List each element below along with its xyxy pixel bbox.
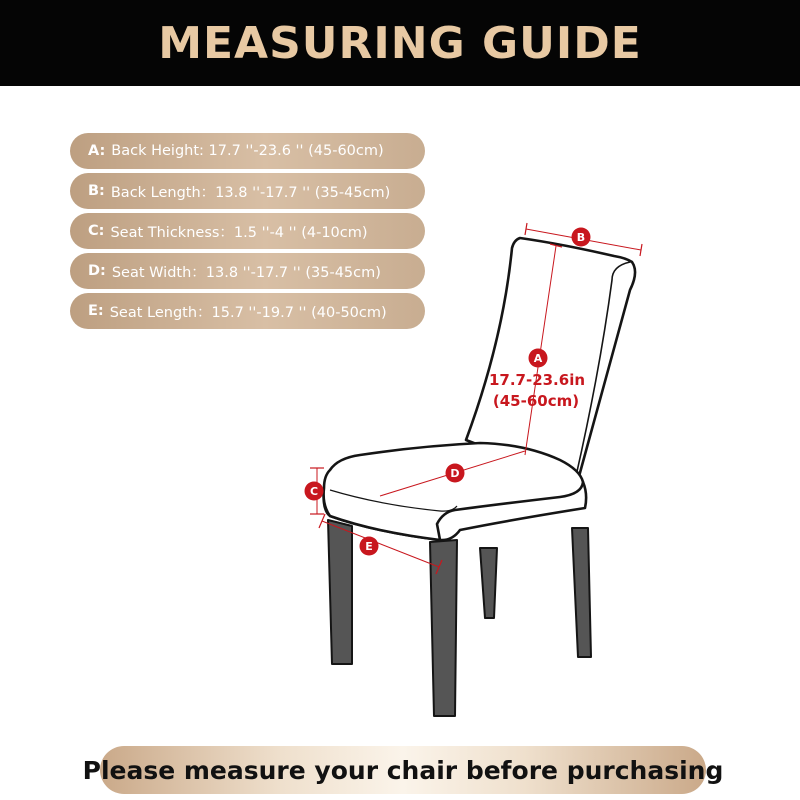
spec-text: Seat Width：13.8 ''-17.7 '' (35-45cm) bbox=[111, 264, 381, 281]
spec-text: Back Length：13.8 ''-17.7 '' (35-45cm) bbox=[110, 184, 391, 201]
spec-key: D: bbox=[88, 263, 106, 279]
svg-text:D: D bbox=[450, 467, 460, 480]
svg-text:B: B bbox=[576, 231, 586, 244]
dim-a-badge bbox=[529, 349, 548, 368]
dim-a-label-cm: (45-60cm) bbox=[492, 392, 580, 410]
spec-key: E: bbox=[88, 303, 104, 319]
chair-back-leg-left bbox=[480, 548, 497, 618]
dim-b-badge bbox=[572, 228, 591, 247]
svg-text:C: C bbox=[309, 485, 319, 498]
dim-c-badge bbox=[305, 482, 324, 501]
chair-front-leg-left bbox=[328, 520, 352, 664]
dim-d-badge bbox=[446, 464, 465, 483]
footer-note: Please measure your chair before purchasing bbox=[82, 755, 724, 785]
spec-key: A: bbox=[88, 143, 106, 159]
dim-e-badge bbox=[360, 537, 379, 556]
spec-key: B: bbox=[88, 183, 105, 199]
svg-text:E: E bbox=[365, 540, 373, 553]
chair-front-leg-right bbox=[430, 540, 457, 716]
spec-key: C: bbox=[88, 223, 105, 239]
chair-back-leg-right bbox=[572, 528, 591, 657]
spec-text: Seat Length：15.7 ''-19.7 '' (40-50cm) bbox=[109, 304, 387, 321]
spec-text: Seat Thickness：1.5 ''-4 '' (4-10cm) bbox=[110, 224, 368, 241]
dim-a-label-inches: 17.7-23.6in bbox=[488, 371, 586, 389]
dim-e-tick-left bbox=[319, 514, 325, 528]
footer-banner bbox=[82, 746, 724, 794]
svg-text:A: A bbox=[533, 352, 543, 365]
spec-text: Back Height: 17.7 ''-23.6 '' (45-60cm) bbox=[111, 143, 384, 159]
page-title: MEASURING GUIDE bbox=[158, 17, 642, 69]
